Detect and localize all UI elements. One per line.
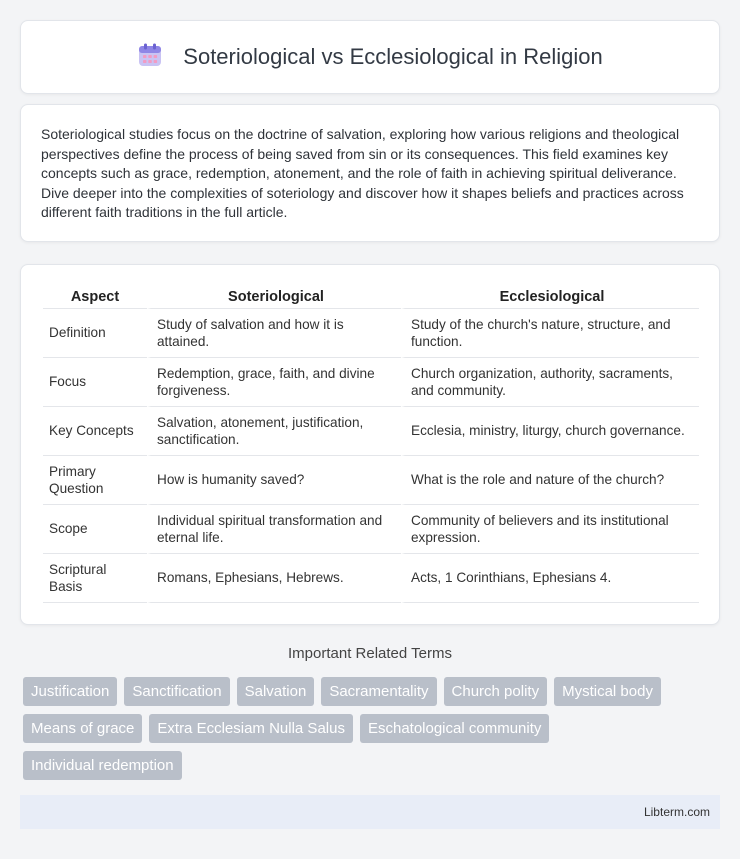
footer [20,795,720,829]
table-row [43,554,699,603]
tag-means-of-grace[interactable]: Means of grace [23,714,142,743]
row-ecclesiological: Study of the church's nature, structure, and function. [401,309,699,358]
table-row [43,407,699,456]
row-soteriological: Individual spiritual transformation and eternal life. [147,505,401,554]
row-aspect: Scope [43,505,147,554]
table-row [43,456,699,505]
tag-salvation[interactable]: Salvation [237,677,315,706]
intro-text: Soteriological studies focus on the doctrine of salvation, exploring how various religions and theological perspectives define the process of being saved from sin or its consequences. This field examines key concepts such as grace, redemption, atonement, and the role of faith in achieving spiritual deliverance. Dive deeper into the complexities of soteriology and discover how it shapes beliefs and practices across different faith traditions in the full article. [41,126,684,220]
table-header-row [43,285,699,309]
row-soteriological: Study of salvation and how it is attained. [147,309,401,358]
tag-mystical-body[interactable]: Mystical body [554,677,661,706]
row-ecclesiological: What is the role and nature of the church? [401,456,699,505]
tag-justification[interactable]: Justification [23,677,117,706]
header-card [20,20,720,94]
row-aspect: Scriptural Basis [43,554,147,603]
row-aspect: Key Concepts [43,407,147,456]
footer-site-link[interactable]: Libterm.com [643,805,710,819]
tag-sacramentality[interactable]: Sacramentality [321,677,436,706]
intro-card [20,104,720,242]
tag-church-polity[interactable]: Church polity [444,677,548,706]
row-aspect: Focus [43,358,147,407]
table-row [43,358,699,407]
header-soteriological: Soteriological [147,285,401,309]
tag-extra-ecclesiam[interactable]: Extra Ecclesiam Nulla Salus [149,714,353,743]
row-soteriological: How is humanity saved? [147,456,401,505]
comparison-table [43,285,699,603]
tag-sanctification[interactable]: Sanctification [124,677,229,706]
row-ecclesiological: Ecclesia, ministry, liturgy, church governance. [401,407,699,456]
related-terms-title: Important Related Terms [288,645,452,662]
row-aspect: Primary Question [43,456,147,505]
table-row [43,309,699,358]
page-title: Soteriological vs Ecclesiological in Religion [183,44,603,69]
table-row [43,505,699,554]
row-soteriological: Redemption, grace, faith, and divine forgiveness. [147,358,401,407]
tag-eschatological-community[interactable]: Eschatological community [360,714,549,743]
related-terms-list [23,677,713,780]
row-aspect: Definition [43,309,147,358]
tag-individual-redemption[interactable]: Individual redemption [23,751,182,780]
row-ecclesiological: Acts, 1 Corinthians, Ephesians 4. [401,554,699,603]
header-aspect: Aspect [43,285,147,309]
row-ecclesiological: Community of believers and its institutional expression. [401,505,699,554]
row-soteriological: Romans, Ephesians, Hebrews. [147,554,401,603]
row-soteriological: Salvation, atonement, justification, sanctification. [147,407,401,456]
row-ecclesiological: Church organization, authority, sacraments, and community. [401,358,699,407]
calendar-icon [137,42,163,73]
comparison-card [20,264,720,625]
header-ecclesiological: Ecclesiological [401,285,699,309]
